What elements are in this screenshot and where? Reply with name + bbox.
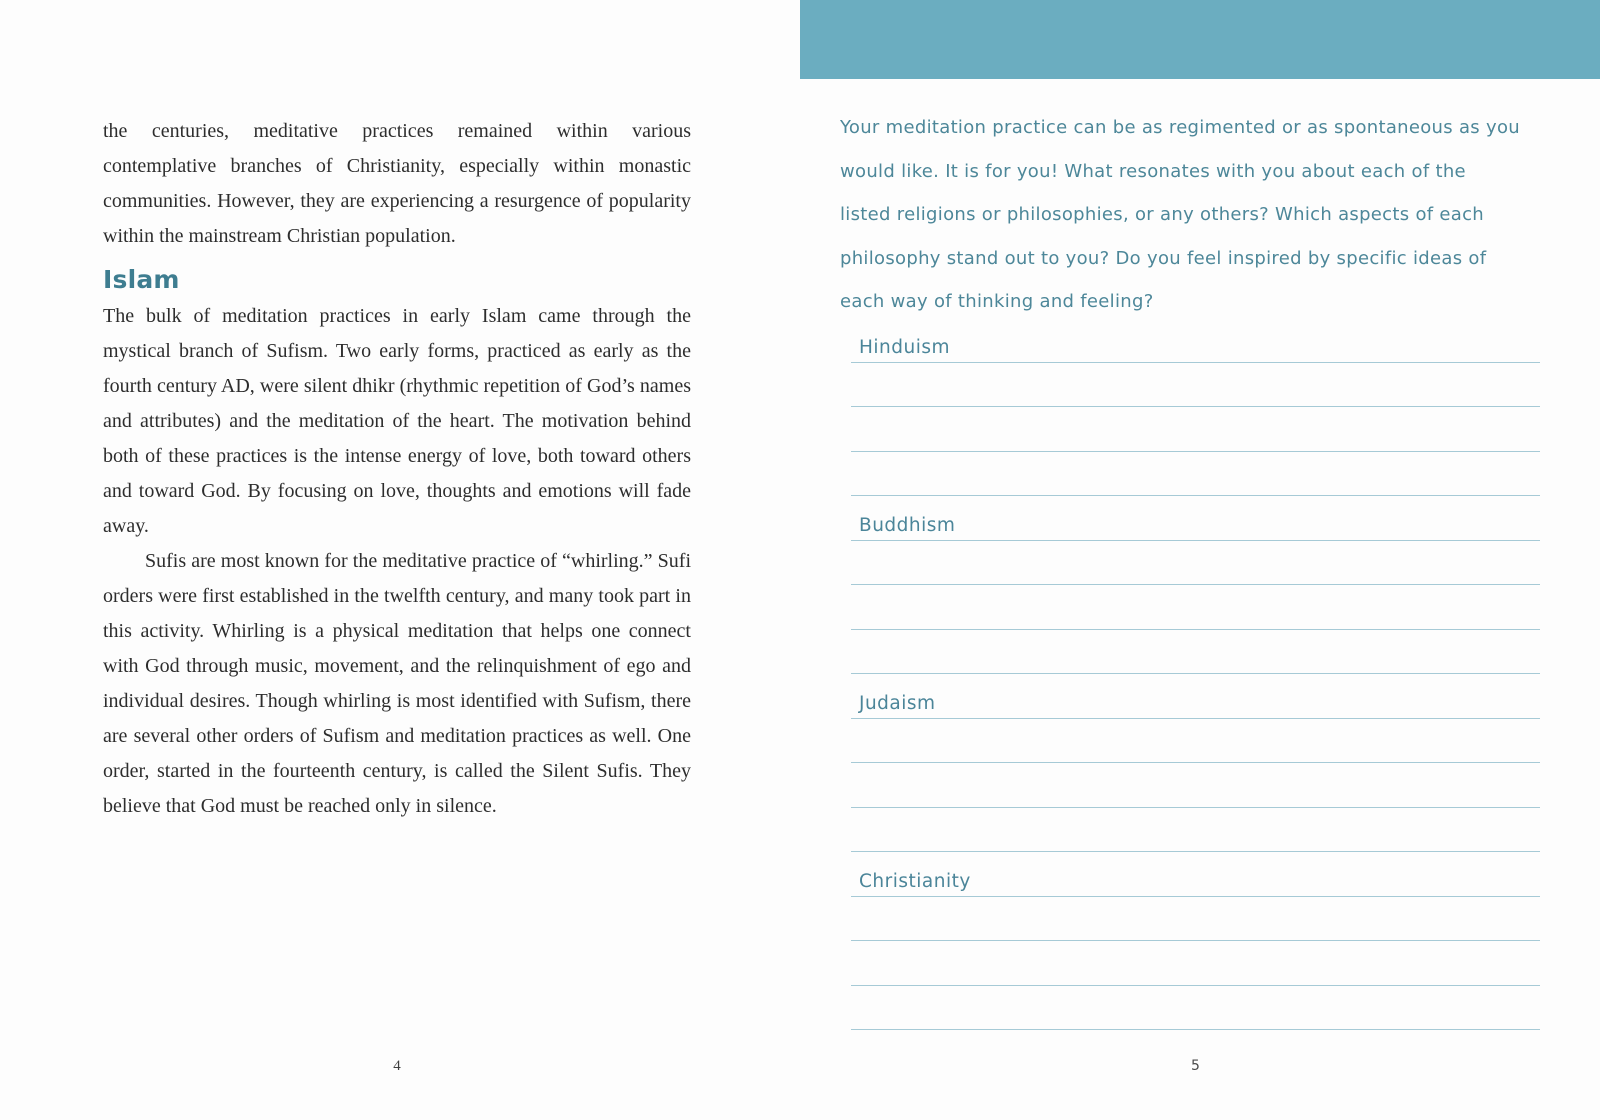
writing-line — [851, 630, 1540, 675]
journal-section-label: Judaism — [859, 692, 936, 714]
writing-line — [851, 585, 1540, 630]
writing-line — [851, 719, 1540, 764]
journal-section-label: Christianity — [859, 870, 971, 892]
journal-section-judaism — [851, 674, 1540, 852]
body-paragraph-continuation: the centuries, meditative practices remained within various contemplative branches of Christianity, especially within monastic communities. However, they are experiencing a resurgence of popularity within the mainstream Christian population. — [103, 120, 691, 247]
writing-line — [851, 407, 1540, 452]
journal-section-label: Hinduism — [859, 336, 951, 358]
body-paragraph-islam-1: The bulk of meditation practices in early Islam came through the mystical branch of Sufism. Two early forms, practiced as early as the fourth century AD, were silent dhikr (rhythmic repetition of God’s names and attributes) and the meditation of the heart. The motivation behind both of these practices is the intense energy of love, both toward others and toward God. By focusing on love, thoughts and emotions will fade away. — [103, 305, 691, 537]
body-paragraph-islam-2: Sufis are most known for the meditative practice of “whirling.” Sufi orders were first established in the twelfth century, and many took part in this activity. Whirling is a physical meditation that helps one connect with God through music, movement, and the relinquishment of ego and individual desires. Though whirling is most identified with Sufism, there are several other orders of Sufism and meditation practices as well. One order, started in the fourteenth century, is called the Silent Sufis. They believe that God must be reached only in silence. — [103, 550, 691, 817]
left-page-text-column — [103, 114, 691, 824]
writing-line — [851, 541, 1540, 586]
journal-prompt-text: Your meditation practice can be as regimented or as spontaneous as you would like. It is for you! What resonates with you about each of the listed religions or philosophies, or any others? Which aspects of each philosophy stand out to you? Do you feel inspired by specific ideas of each way of thinking and feeling? — [840, 117, 1520, 312]
journal-section-buddhism — [851, 496, 1540, 674]
islam-section-heading: Islam — [103, 265, 180, 294]
left-page-number: 4 — [393, 1058, 401, 1074]
journal-section-label: Buddhism — [859, 514, 956, 536]
journal-section-hinduism — [851, 318, 1540, 496]
journal-writing-area — [851, 318, 1540, 1030]
journal-label-row — [851, 318, 1540, 363]
writing-line — [851, 808, 1540, 853]
journal-label-row — [851, 852, 1540, 897]
right-page-number: 5 — [1191, 1058, 1200, 1074]
writing-line — [851, 986, 1540, 1031]
writing-line — [851, 363, 1540, 408]
writing-line — [851, 452, 1540, 497]
journal-section-christianity — [851, 852, 1540, 1030]
journal-label-row — [851, 496, 1540, 541]
writing-line — [851, 763, 1540, 808]
journal-label-row — [851, 674, 1540, 719]
chapter-color-band — [800, 0, 1600, 79]
writing-line — [851, 941, 1540, 986]
writing-line — [851, 897, 1540, 942]
